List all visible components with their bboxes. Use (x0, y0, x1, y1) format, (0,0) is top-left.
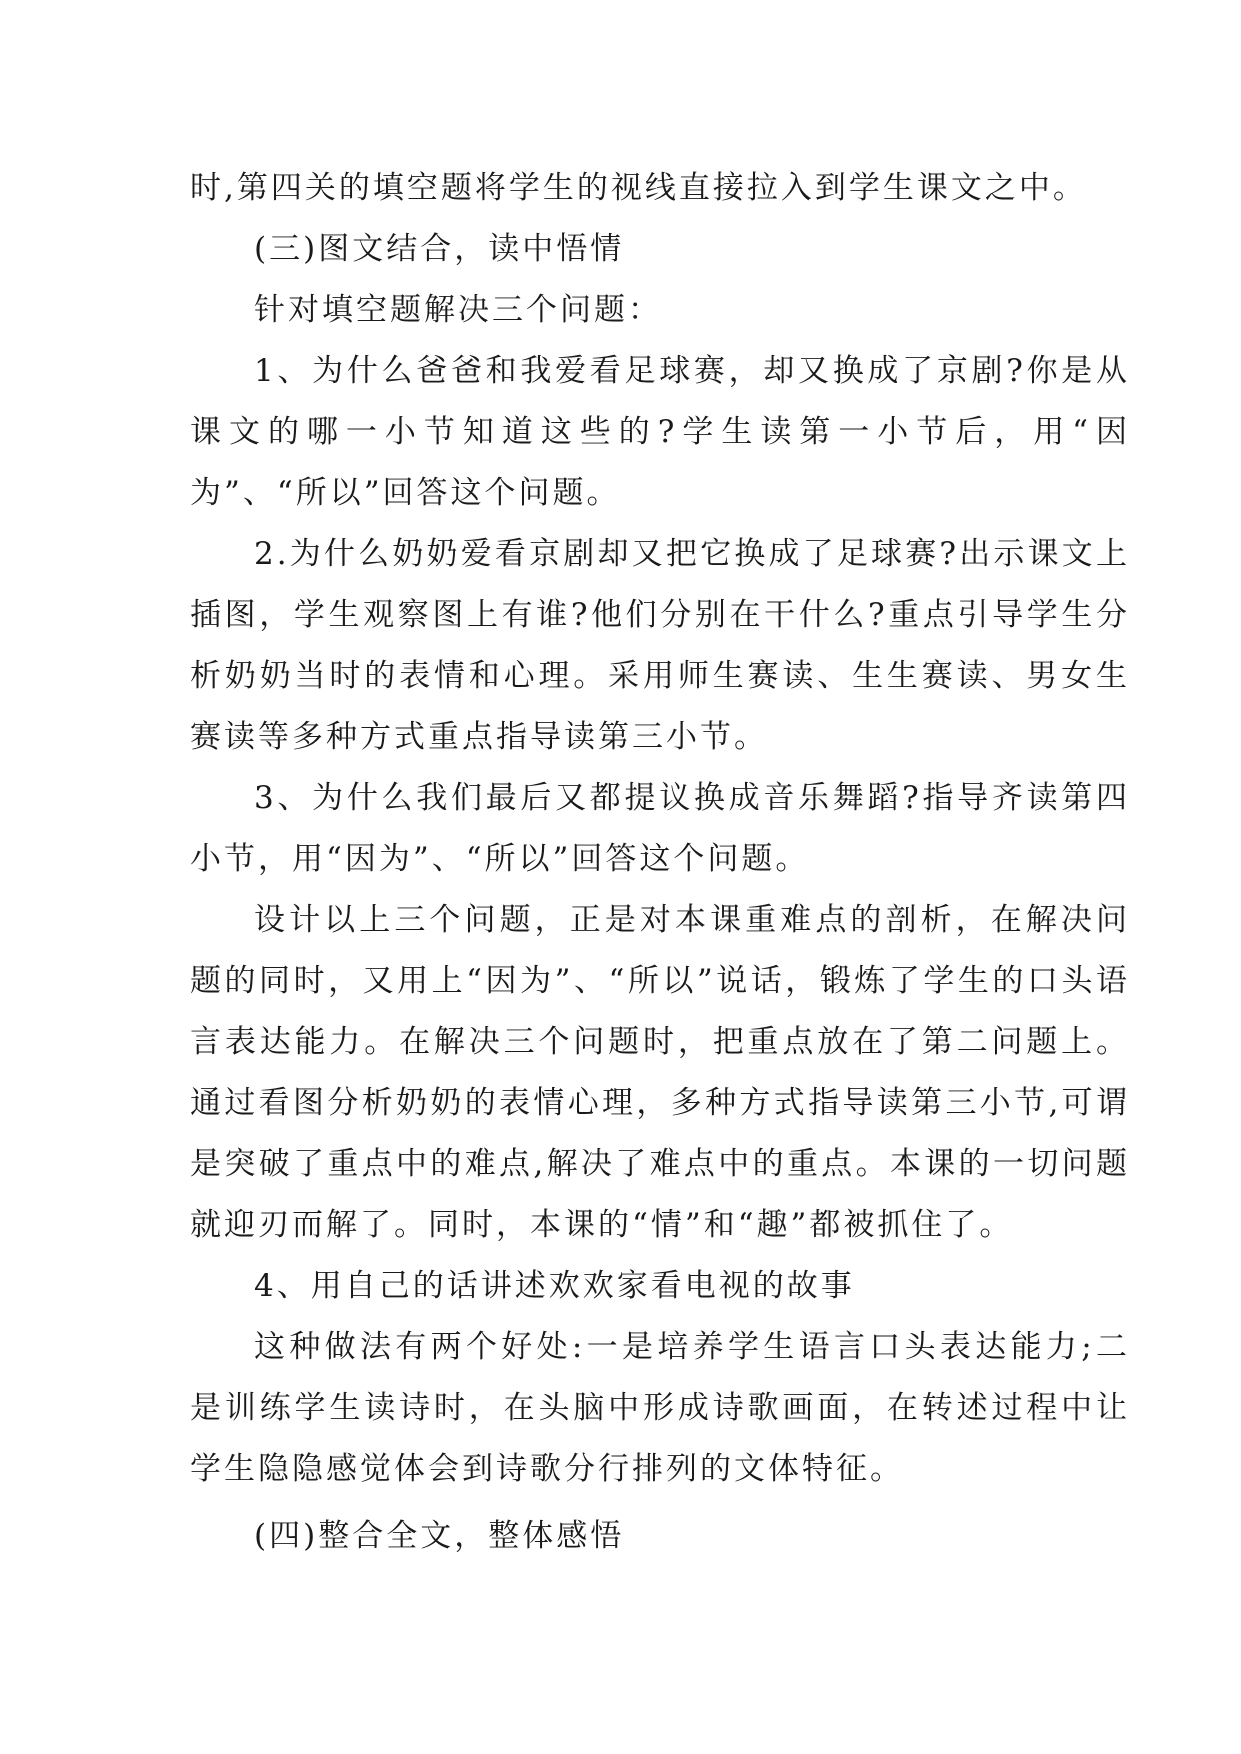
section-heading-four: (四)整合全文，整体感悟 (254, 1518, 625, 1554)
paragraph-continuation: 时,第四关的填空题将学生的视线直接拉入到学生课文之中。 (190, 170, 1087, 206)
paragraph-question-1: 1、为什么爸爸和我爱看足球赛，却又换成了京剧?你是从课文的哪一小节知道这些的?学生读第一小节后，用“因为”、“所以”回答这个问题。 (190, 353, 1130, 511)
section-heading-three: (三)图文结合，读中悟情 (254, 231, 625, 267)
document-body (190, 158, 1130, 1567)
paragraph-analysis: 设计以上三个问题，正是对本课重难点的剖析，在解决问题的同时，又用上“因为”、“所以”说话，锻炼了学生的口头语言表达能力。在解决三个问题时，把重点放在了第二问题上。通过看图分析奶奶的表情心理，多种方式指导读第三小节,可谓是突破了重点中的难点,解决了难点中的重点。本课的一切问题就迎刃而解了。同时，本课的“情”和“趣”都被抓住了。 (190, 902, 1130, 1243)
paragraph-question-2: 2.为什么奶奶爱看京剧却又把它换成了足球赛?出示课文上插图，学生观察图上有谁?他们分别在干什么?重点引导学生分析奶奶当时的表情和心理。采用师生赛读、生生赛读、男女生赛读等多种方式重点指导读第三小节。 (190, 536, 1130, 755)
paragraph-question-3: 3、为什么我们最后又都提议换成音乐舞蹈?指导齐读第四小节，用“因为”、“所以”回答这个问题。 (190, 780, 1130, 877)
paragraph-benefits: 这种做法有两个好处:一是培养学生语言口头表达能力;二是训练学生读诗时，在头脑中形成诗歌画面，在转述过程中让学生隐隐感觉体会到诗歌分行排列的文体特征。 (190, 1329, 1130, 1487)
paragraph-item-4: 4、用自己的话讲述欢欢家看电视的故事 (254, 1268, 855, 1304)
paragraph-intro-questions: 针对填空题解决三个问题： (254, 292, 662, 328)
